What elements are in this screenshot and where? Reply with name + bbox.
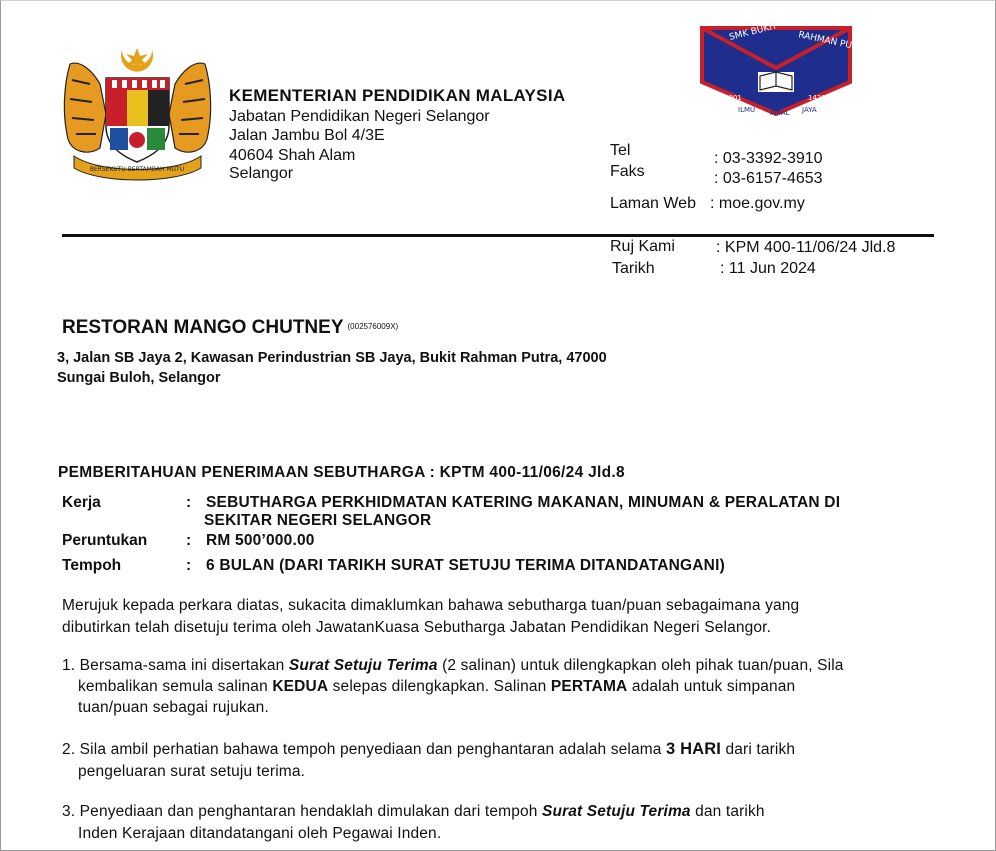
notice-title: PEMBERITAHUAN PENERIMAAN SEBUTHARGA : KPTM 400-11/06/24 Jld.8 <box>58 464 625 481</box>
field-value-tempoh: 6 BULAN (DARI TARIKH SURAT SETUJU TERIMA DITANDATANGANI) <box>206 557 725 574</box>
fax-label: Faks <box>610 163 645 180</box>
field-label-tempoh: Tempoh <box>62 557 122 574</box>
item-2-line-2: pengeluaran surat setuju terima. <box>78 763 306 780</box>
svg-text:AMAL: AMAL <box>770 109 790 117</box>
field-colon: : <box>186 557 192 574</box>
svg-text:ILMU: ILMU <box>738 106 756 114</box>
field-value-kerja-line-2: SEKITAR NEGERI SELANGOR <box>204 512 432 529</box>
company-name: RESTORAN MANGO CHUTNEY <box>62 317 344 338</box>
item-1-line-2: kembalikan semula salinan KEDUA selepas dilengkapkan. Salinan PERTAMA adalah untuk simpanan <box>78 678 796 695</box>
svg-text:RAHMAN PUTRA: RAHMAN PUTRA <box>797 30 870 55</box>
field-value-peruntukan: RM 500’000.00 <box>206 532 315 549</box>
field-label-peruntukan: Peruntukan <box>62 532 148 549</box>
svg-text:SMK BUKIT: SMK BUKIT <box>728 21 779 43</box>
intro-line-1: Merujuk kepada perkara diatas, sukacita dimaklumkan bahawa sebutharga tuan/puan sebagaimana yang <box>62 597 800 614</box>
ministry-name: KEMENTERIAN PENDIDIKAN MALAYSIA <box>229 86 566 105</box>
address-line-4: Selangor <box>229 165 294 182</box>
fax-value: : 03-6157-4653 <box>714 170 823 187</box>
web-label: Laman Web <box>610 195 696 212</box>
header-divider <box>62 234 934 237</box>
intro-line-2: dibutirkan telah disetuju terima oleh JawatanKuasa Sebutharga Jabatan Pendidikan Negeri Selangor. <box>62 619 772 636</box>
field-label-kerja: Kerja <box>62 494 101 511</box>
recipient-company <box>62 317 398 339</box>
reference-label: Ruj Kami <box>610 238 675 255</box>
field-colon: : <box>186 494 192 511</box>
field-colon: : <box>186 532 192 549</box>
item-1-line-1: 1. Bersama-sama ini disertakan Surat Setuju Terima (2 salinan) untuk dilengkapkan oleh pihak tuan/puan, Sila <box>62 657 844 674</box>
item-3-line-1: 3. Penyediaan dan penghantaran hendaklah dimulakan dari tempoh Surat Setuju Terima dan tarikh <box>62 803 765 820</box>
tel-value: : 03-3392-3910 <box>714 150 823 167</box>
svg-text:1421: 1421 <box>808 94 826 102</box>
date-label: Tarikh <box>612 260 655 277</box>
recipient-address-line-2: Sungai Buloh, Selangor <box>57 370 221 386</box>
svg-text:2001: 2001 <box>724 94 742 102</box>
field-value-kerja: SEBUTHARGA PERKHIDMATAN KATERING MAKANAN, MINUMAN & PERALATAN DI <box>206 494 841 511</box>
address-line-1: Jabatan Pendidikan Negeri Selangor <box>229 108 490 125</box>
tel-label: Tel <box>610 142 631 159</box>
company-registration: (002576009X) <box>347 322 399 331</box>
item-3-line-2: Inden Kerajaan ditandatangani oleh Pegawai Inden. <box>78 825 442 842</box>
malaysia-coat-of-arms <box>60 44 215 184</box>
item-2-line-1: 2. Sila ambil perhatian bahawa tempoh penyediaan dan penghantaran adalah selama 3 HARI dari tarikh <box>62 740 796 758</box>
address-line-2: Jalan Jambu Bol 4/3E <box>229 127 385 144</box>
date-value: : 11 Jun 2024 <box>720 260 816 277</box>
school-logo <box>698 21 870 118</box>
address-line-3: 40604 Shah Alam <box>229 147 356 164</box>
reference-value: : KPM 400-11/06/24 Jld.8 <box>716 239 896 256</box>
recipient-address-line-1: 3, Jalan SB Jaya 2, Kawasan Perindustrian SB Jaya, Bukit Rahman Putra, 47000 <box>57 350 607 366</box>
svg-text:JAYA: JAYA <box>802 106 817 114</box>
web-value: : moe.gov.my <box>710 195 805 212</box>
item-1-line-3: tuan/puan sebagai rujukan. <box>78 699 269 716</box>
svg-text:BERSEKUTU BERTAMBAH MUTU: BERSEKUTU BERTAMBAH MUTU <box>89 166 185 173</box>
